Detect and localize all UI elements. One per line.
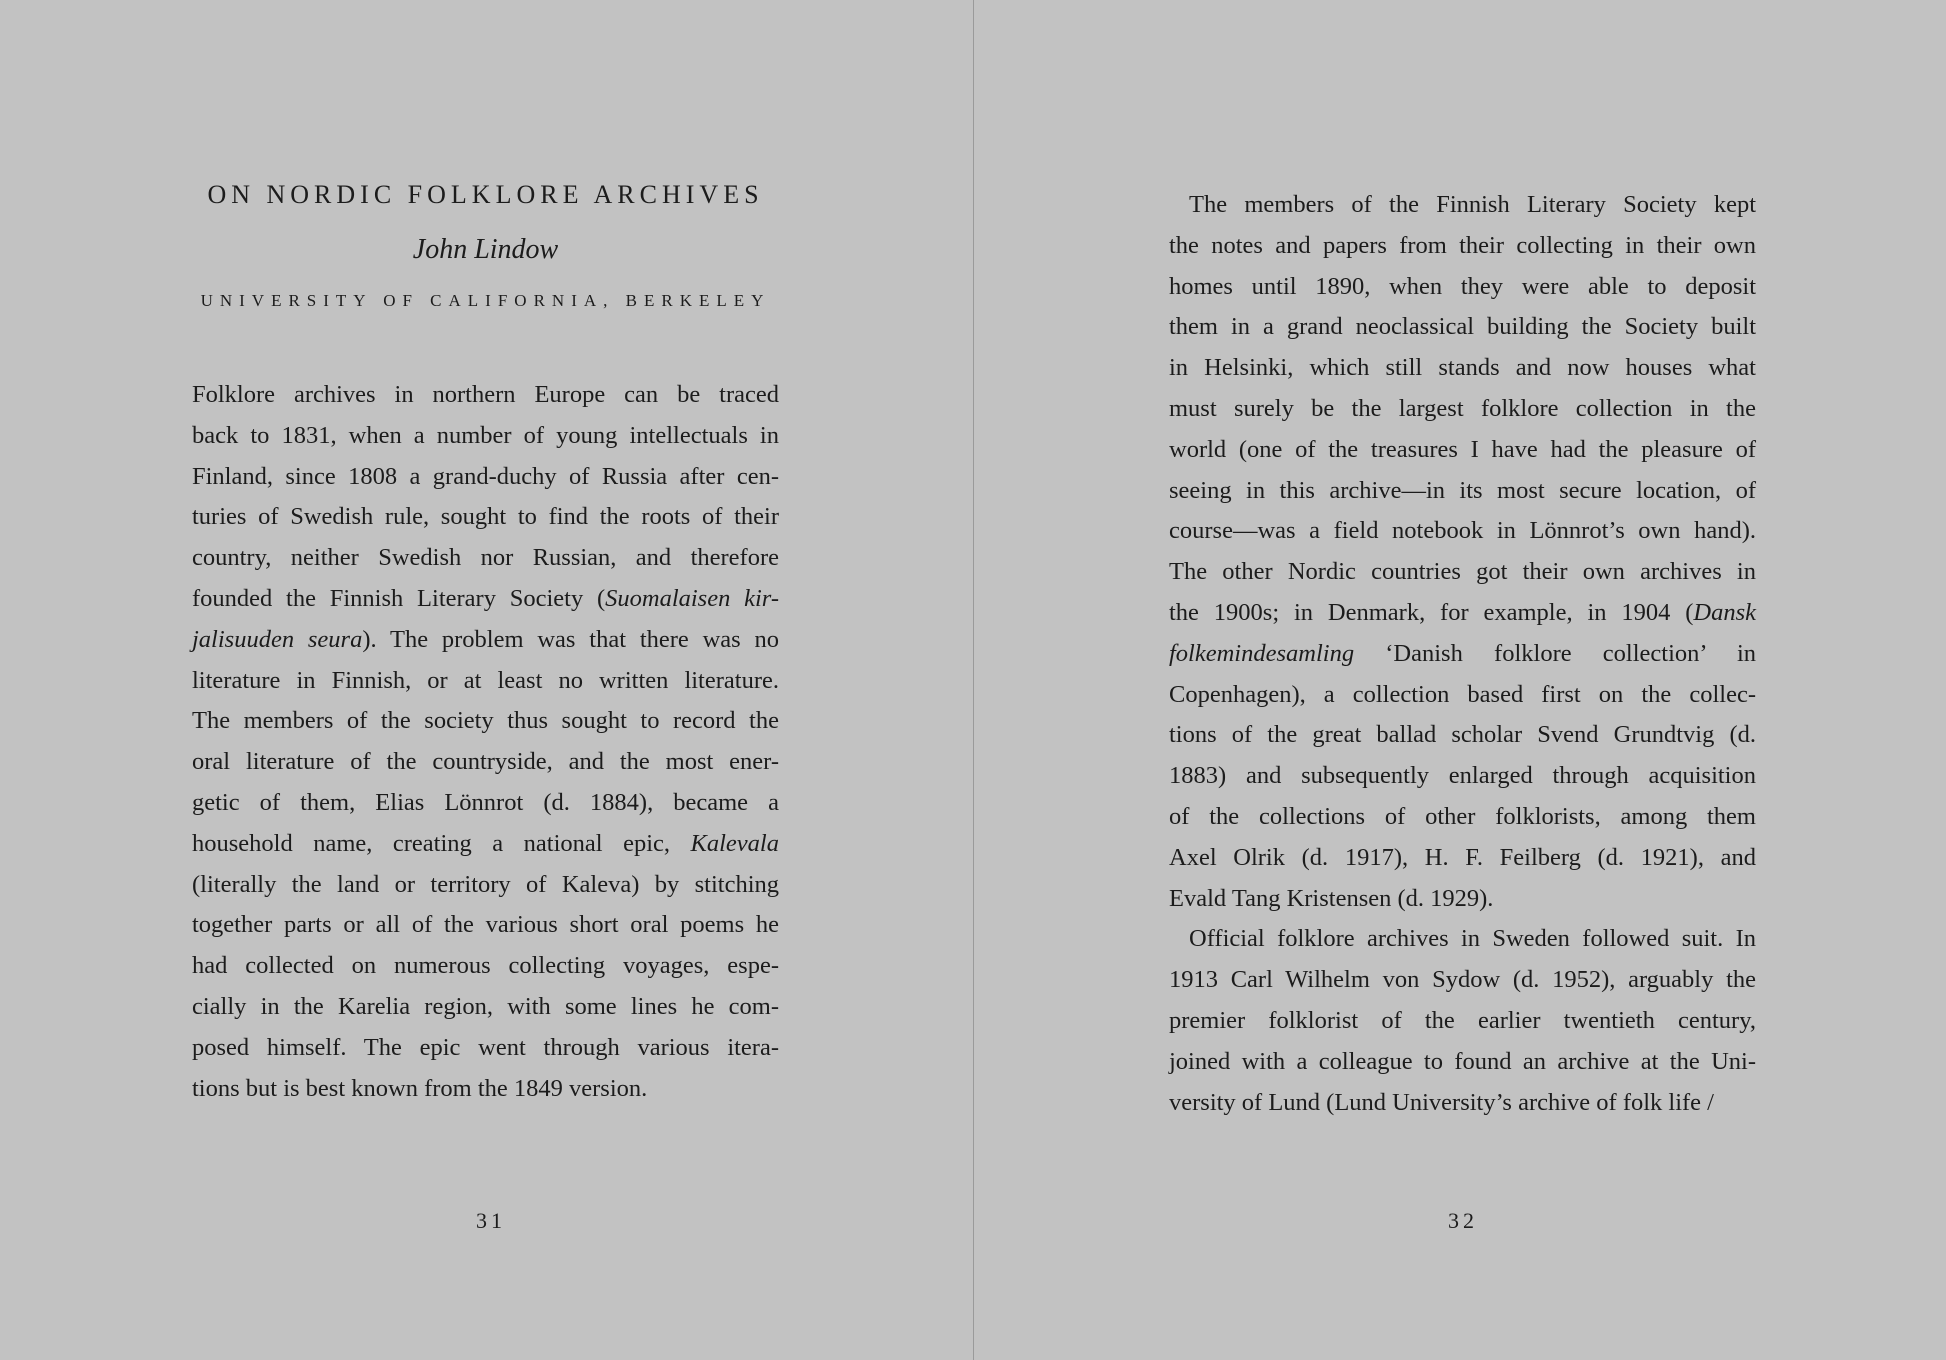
- left-paragraph: [192, 375, 779, 1109]
- right-body-text: [1169, 185, 1756, 1123]
- text-line: [192, 497, 779, 538]
- text-line: [1169, 430, 1756, 471]
- right-page: [974, 0, 1946, 1360]
- text-line: [1169, 1042, 1756, 1083]
- text-segment: had collected on numerous collecting voyages, espe-: [192, 952, 779, 980]
- text-segment: course—was a field notebook in Lönnrot’s own hand).: [1169, 517, 1756, 545]
- text-line: [1169, 552, 1756, 593]
- text-line: [1169, 267, 1756, 308]
- text-segment: turies of Swedish rule, sought to find the roots of their: [192, 503, 779, 531]
- article-title: ON NORDIC FOLKLORE ARCHIVES: [207, 180, 764, 209]
- text-line: [1169, 185, 1756, 226]
- text-line: [192, 1069, 779, 1110]
- text-segment: world (one of the treasures I have had the pleasure of: [1169, 435, 1756, 463]
- text-segment: the notes and papers from their collecting in their own: [1169, 231, 1756, 259]
- text-segment: of the collections of other folklorists, among them: [1169, 802, 1756, 830]
- text-line: [1169, 1083, 1756, 1124]
- text-line: [1169, 511, 1756, 552]
- text-line: [192, 742, 779, 783]
- text-line: [1169, 471, 1756, 512]
- text-line: [1169, 348, 1756, 389]
- text-line: [192, 824, 779, 865]
- text-line: [1169, 675, 1756, 716]
- text-line: [1169, 879, 1756, 920]
- text-segment: seeing in this archive—in its most secure location, of: [1169, 476, 1756, 504]
- text-segment: joined with a colleague to found an archive at the Uni-: [1169, 1047, 1756, 1075]
- text-line: [192, 620, 779, 661]
- text-line: [1169, 838, 1756, 879]
- text-line: [192, 905, 779, 946]
- text-segment: versity of Lund (Lund University’s archive of folk life /: [1169, 1088, 1714, 1116]
- text-segment: back to 1831, when a number of young intellectuals in: [192, 421, 779, 449]
- text-line: [1169, 715, 1756, 756]
- text-segment: Axel Olrik (d. 1917), H. F. Feilberg (d. 1921), and: [1169, 843, 1756, 871]
- text-segment: Official folklore archives in Sweden followed suit. In: [1189, 925, 1756, 953]
- text-segment: 1913 Carl Wilhelm von Sydow (d. 1952), arguably the: [1169, 966, 1756, 994]
- text-segment: ). The problem was that there was no: [362, 625, 780, 653]
- text-line: [192, 375, 779, 416]
- text-segment: them in a grand neoclassical building the Society built: [1169, 313, 1756, 341]
- italic-text: Kalevala: [690, 829, 779, 857]
- italic-text: Dansk: [1693, 598, 1756, 626]
- text-line: [1169, 797, 1756, 838]
- text-line: [192, 538, 779, 579]
- text-segment: in Helsinki, which still stands and now houses what: [1169, 354, 1756, 382]
- text-segment: tions of the great ballad scholar Svend Grundtvig (d.: [1169, 721, 1756, 749]
- text-segment: together parts or all of the various short oral poems he: [192, 911, 779, 939]
- text-segment: 1883) and subsequently enlarged through acquisition: [1169, 762, 1756, 790]
- text-segment: posed himself. The epic went through various itera-: [192, 1033, 779, 1061]
- italic-text: jalisuuden seura: [192, 625, 363, 653]
- page-number-right: 32: [1448, 1208, 1478, 1233]
- text-segment: tions but is best known from the 1849 version.: [192, 1074, 648, 1102]
- text-segment: cially in the Karelia region, with some lines he com-: [192, 992, 779, 1020]
- text-segment: getic of them, Elias Lönnrot (d. 1884), became a: [192, 788, 779, 816]
- text-segment: oral literature of the countryside, and the most ener-: [192, 748, 779, 776]
- text-segment: Evald Tang Kristensen (d. 1929).: [1169, 884, 1494, 912]
- text-line: [192, 701, 779, 742]
- text-segment: premier folklorist of the earlier twentieth century,: [1169, 1006, 1756, 1034]
- text-line: [1169, 756, 1756, 797]
- text-line: [192, 987, 779, 1028]
- text-segment: founded the Finnish Literary Society (: [192, 584, 606, 612]
- text-line: [1169, 307, 1756, 348]
- text-segment: The other Nordic countries got their own archives in: [1169, 558, 1756, 586]
- text-segment: Finland, since 1808 a grand-duchy of Russia after cen-: [192, 462, 779, 490]
- text-segment: Copenhagen), a collection based first on the collec-: [1169, 680, 1756, 708]
- text-segment: household name, creating a national epic,: [192, 829, 691, 857]
- text-segment: literature in Finnish, or at least no written literature.: [192, 666, 779, 694]
- text-segment: homes until 1890, when they were able to deposit: [1169, 272, 1756, 300]
- text-line: [192, 865, 779, 906]
- right-paragraph: [1169, 185, 1756, 1123]
- text-segment: The members of the Finnish Literary Society kept: [1189, 191, 1756, 218]
- page-number-left: 31: [476, 1208, 506, 1233]
- text-segment: ‘Danish folklore collection’ in: [1354, 639, 1756, 667]
- text-line: [192, 579, 779, 620]
- author-affiliation: UNIVERSITY OF CALIFORNIA, BERKELEY: [200, 291, 771, 310]
- text-segment: must surely be the largest folklore collection in the: [1169, 394, 1756, 422]
- text-line: [1169, 919, 1756, 960]
- text-line: [1169, 634, 1756, 675]
- text-segment: Folklore archives in northern Europe can be traced: [192, 381, 779, 408]
- text-segment: country, neither Swedish nor Russian, and therefore: [192, 544, 779, 572]
- text-line: [192, 783, 779, 824]
- text-line: [192, 457, 779, 498]
- text-line: [192, 946, 779, 987]
- author-name: John Lindow: [412, 234, 559, 265]
- text-line: [192, 1028, 779, 1069]
- text-segment: the 1900s; in Denmark, for example, in 1904 (: [1169, 598, 1694, 626]
- text-line: [1169, 593, 1756, 634]
- italic-text: Suomalaisen kir-: [605, 584, 779, 612]
- italic-text: folkemindesamling: [1169, 639, 1355, 667]
- text-segment: (literally the land or territory of Kaleva) by stitching: [192, 870, 779, 898]
- text-line: [192, 416, 779, 457]
- left-body-text: [192, 375, 779, 1109]
- text-segment: The members of the society thus sought to record the: [192, 707, 779, 735]
- text-line: [1169, 960, 1756, 1001]
- text-line: [1169, 226, 1756, 267]
- text-line: [1169, 1001, 1756, 1042]
- text-line: [1169, 389, 1756, 430]
- text-line: [192, 661, 779, 702]
